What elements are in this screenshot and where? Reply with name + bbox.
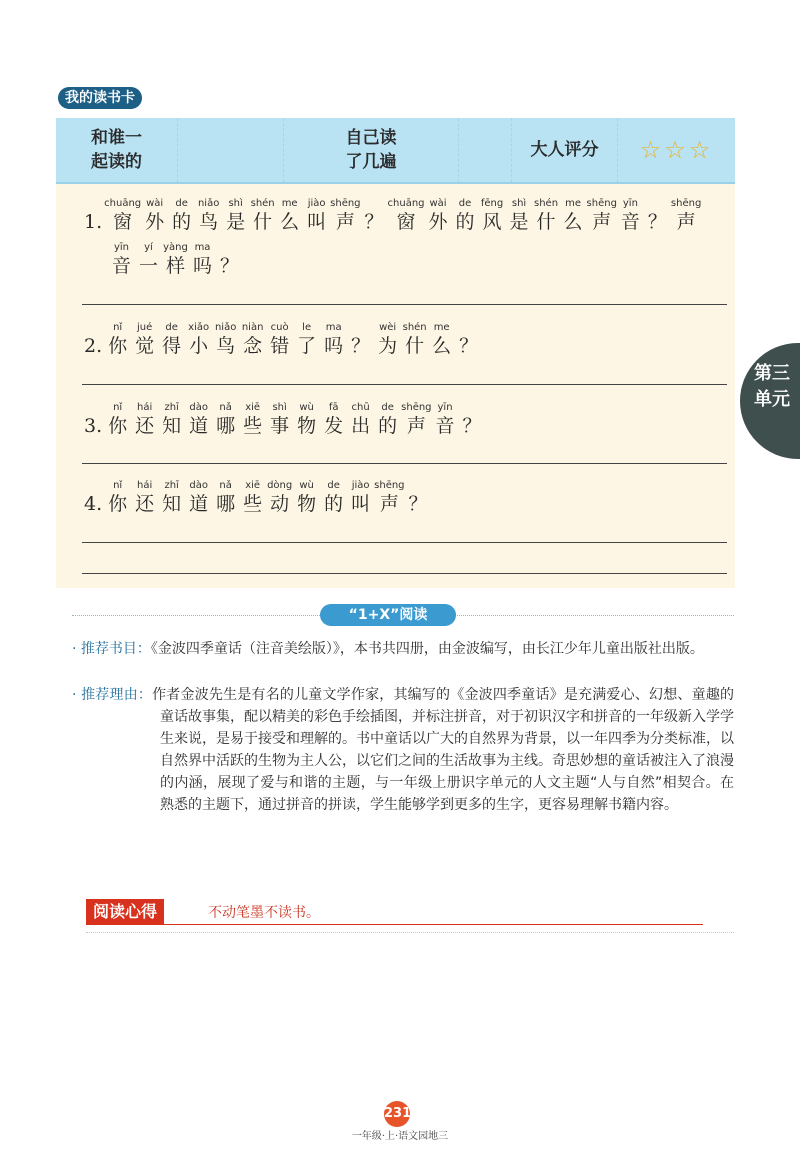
- glyph: [320, 480, 347, 516]
- hanzi: 的: [455, 211, 475, 233]
- hanzi: 什: [405, 335, 425, 357]
- glyph: [374, 322, 401, 358]
- question-number: 3.: [84, 415, 103, 437]
- glyph: [189, 242, 216, 278]
- glyph: [239, 402, 266, 438]
- answer-line-1[interactable]: [82, 304, 727, 305]
- glyph: [401, 402, 431, 438]
- pinyin: de: [165, 322, 178, 333]
- pinyin: yàng: [163, 242, 188, 253]
- star-icon[interactable]: ☆☆☆: [639, 136, 714, 164]
- pinyin: dào: [189, 402, 208, 413]
- hanzi: 吗: [192, 255, 212, 277]
- hanzi: 鸟: [216, 335, 236, 357]
- glyph: [405, 480, 432, 516]
- glyph: [293, 322, 320, 358]
- question-2: [84, 322, 482, 358]
- pinyin: nǐ: [113, 480, 123, 491]
- header-adult-rating-label: 大人评分: [530, 140, 599, 160]
- hanzi: 的: [378, 415, 398, 437]
- glyph: [617, 198, 644, 234]
- header-adult-rating: [512, 118, 618, 182]
- glyph: [347, 322, 374, 358]
- glyph: [347, 402, 374, 438]
- hanzi: 么: [563, 211, 583, 233]
- hanzi: 了: [297, 335, 317, 357]
- glyph: [425, 198, 452, 234]
- hanzi: 样: [165, 255, 185, 277]
- pinyin: [656, 198, 659, 210]
- glyph: [506, 198, 533, 234]
- pinyin: yīn: [622, 198, 638, 209]
- glyph: [104, 198, 141, 234]
- hanzi: 道: [189, 493, 209, 515]
- recommendation-reason-label: 推荐理由：: [81, 687, 153, 703]
- question-number: 1.: [84, 211, 103, 233]
- glyph: [320, 322, 347, 358]
- hanzi: 外: [145, 211, 165, 233]
- unit-tab[interactable]: 第三 单元: [740, 343, 800, 459]
- hanzi: 出: [351, 415, 371, 437]
- glyph: [212, 480, 239, 516]
- recommended-book-body: [72, 638, 734, 660]
- hanzi: 声: [676, 211, 696, 233]
- hanzi: 物: [297, 493, 317, 515]
- hanzi: 为: [378, 335, 398, 357]
- pinyin: shēng: [670, 198, 702, 209]
- pinyin: hái: [137, 480, 153, 491]
- recommendation-reason-body: [72, 684, 734, 816]
- hanzi: ？: [408, 493, 428, 515]
- hanzi: 什: [536, 211, 556, 233]
- pinyin: shēng: [586, 198, 617, 209]
- answer-line-3[interactable]: [82, 463, 727, 464]
- glyph: [158, 402, 185, 438]
- pinyin: nǐ: [113, 402, 123, 413]
- hanzi: 声: [379, 493, 399, 515]
- glyph: [104, 322, 131, 358]
- section-title: 我的读书卡: [58, 87, 142, 109]
- question-2-line-1: [84, 322, 482, 358]
- answer-line-4a[interactable]: [82, 542, 727, 543]
- pinyin: jiào: [307, 198, 326, 209]
- pinyin: fēng: [480, 198, 504, 209]
- pinyin: yīn: [437, 402, 453, 413]
- pinyin: shén: [250, 198, 275, 209]
- pinyin: [372, 198, 375, 210]
- pinyin: shì: [511, 198, 527, 209]
- question-1-text-cont: [108, 242, 243, 278]
- hanzi: 还: [135, 415, 155, 437]
- pinyin: wài: [146, 198, 164, 209]
- pinyin: fā: [328, 402, 339, 413]
- pinyin: chū: [351, 402, 370, 413]
- answer-line-2[interactable]: [82, 384, 727, 385]
- glyph: [266, 322, 293, 358]
- question-1-line-1: [84, 198, 701, 234]
- recommended-book-label: 推荐书目：: [80, 641, 151, 657]
- glyph: [249, 198, 276, 234]
- glyph: [671, 198, 701, 234]
- bullet-icon: ·: [72, 641, 81, 657]
- pinyin: niǎo: [214, 322, 237, 333]
- hanzi: 哪: [216, 493, 236, 515]
- hanzi: 声: [406, 415, 426, 437]
- recommendation-reason-text: 作者金波先生是有名的儿童文学作家，其编写的《金波四季童话》是充满爱心、幻想、童趣的童话故事集，配以精美的彩色手绘插图，并标注拼音，对于初识汉字和拼音的一年级新入学学生来说，是易于接受和理解的。书中童话以广大的自然界为背景，以一年四季为分类标准，以自然界中活跃的生物为主人公，以它们之间的生活故事为主线。奇思妙想的童话被注入了浪漫的内涵，展现了爱与和谐的主题，与一年级上册识字单元的人文主题“人与自然”相契合。在熟悉的主题下，通过拼音的拼读，学生能够学到更多的生字，更容易理解书籍内容。: [152, 687, 735, 813]
- rating-stars[interactable]: [618, 118, 735, 182]
- pinyin: shì: [272, 402, 287, 413]
- glyph: [459, 402, 486, 438]
- glyph: [276, 198, 303, 234]
- pinyin: shēng: [374, 480, 405, 491]
- glyph: [185, 402, 212, 438]
- hanzi: 声: [335, 211, 355, 233]
- hanzi: 么: [432, 335, 452, 357]
- glyph: [158, 480, 185, 516]
- hanzi: 音: [435, 415, 455, 437]
- hanzi: 些: [243, 415, 263, 437]
- notes-dotted-line[interactable]: [86, 932, 734, 933]
- question-1-text: [104, 198, 701, 234]
- pinyin: ma: [194, 242, 211, 253]
- pinyin: [470, 402, 473, 414]
- glyph: [131, 480, 158, 516]
- question-2-text: [104, 322, 482, 358]
- reading-section-title: “1+X”阅读: [320, 604, 456, 626]
- pinyin: me: [281, 198, 298, 209]
- glyph: [168, 198, 195, 234]
- header-times-read-label: 自己读 了几遍: [345, 128, 397, 172]
- hanzi: 风: [482, 211, 502, 233]
- glyph: [320, 402, 347, 438]
- glyph: [158, 322, 185, 358]
- pinyin: [416, 480, 419, 492]
- hanzi: 你: [108, 493, 128, 515]
- hanzi: 些: [243, 493, 263, 515]
- glyph: [239, 480, 266, 516]
- pinyin: de: [458, 198, 472, 209]
- pinyin: wù: [299, 402, 314, 413]
- glyph: [388, 198, 425, 234]
- header-with-whom-blank[interactable]: [178, 118, 284, 182]
- hanzi: 是: [509, 211, 529, 233]
- question-4-text: [104, 480, 431, 516]
- hanzi: 音: [111, 255, 131, 277]
- hanzi: 窗: [396, 211, 416, 233]
- hanzi: ？: [364, 211, 384, 233]
- pinyin: niǎo: [197, 198, 220, 209]
- glyph: [303, 198, 330, 234]
- pinyin: nǐ: [113, 322, 123, 333]
- pinyin: dòng: [267, 480, 293, 491]
- hanzi: 音: [620, 211, 640, 233]
- glyph: [131, 402, 158, 438]
- question-number: 4.: [84, 493, 103, 515]
- pinyin: yīn: [113, 242, 130, 253]
- pinyin: hái: [137, 402, 153, 413]
- notes-divider: [86, 924, 703, 925]
- hanzi: 得: [162, 335, 182, 357]
- glyph: [644, 198, 671, 234]
- hanzi: 的: [324, 493, 344, 515]
- reading-notes-motto: 不动笔墨不读书。: [208, 905, 320, 921]
- reading-card: [56, 118, 735, 588]
- pinyin: xiǎo: [188, 322, 210, 333]
- glyph: [185, 322, 212, 358]
- hanzi: 么: [280, 211, 300, 233]
- pinyin: wài: [429, 198, 447, 209]
- page-footer: 一年级·上·语文园地三: [351, 1131, 449, 1142]
- pinyin: shén: [402, 322, 427, 333]
- glyph: [330, 198, 360, 234]
- question-4: [84, 480, 432, 516]
- pinyin: cuò: [270, 322, 289, 333]
- hanzi: 叫: [307, 211, 327, 233]
- glyph: [587, 198, 617, 234]
- pinyin: me: [433, 322, 450, 333]
- question-1: [84, 198, 701, 278]
- glyph: [212, 402, 239, 438]
- glyph: [347, 480, 374, 516]
- question-3-text: [104, 402, 485, 438]
- hanzi: 小: [189, 335, 209, 357]
- pinyin: [228, 242, 231, 254]
- pinyin: ma: [325, 322, 342, 333]
- question-4-line-1: [84, 480, 432, 516]
- hanzi: 外: [428, 211, 448, 233]
- question-number: 2.: [84, 335, 103, 357]
- hanzi: 念: [243, 335, 263, 357]
- pinyin: le: [302, 322, 312, 333]
- recommendation-reason: [72, 684, 734, 816]
- glyph: [195, 198, 222, 234]
- pinyin: [467, 322, 470, 334]
- glyph: [293, 480, 320, 516]
- hanzi: 窗: [113, 211, 133, 233]
- glyph: [162, 242, 189, 278]
- hanzi: 错: [270, 335, 290, 357]
- glyph: [104, 480, 131, 516]
- glyph: [104, 402, 131, 438]
- hanzi: 动: [270, 493, 290, 515]
- pinyin: jiào: [351, 480, 370, 491]
- hanzi: 哪: [216, 415, 236, 437]
- hanzi: ？: [219, 255, 239, 277]
- pinyin: [359, 322, 362, 334]
- glyph: [266, 480, 293, 516]
- page-number: 231: [384, 1101, 410, 1127]
- hanzi: 的: [172, 211, 192, 233]
- hanzi: 叫: [351, 493, 371, 515]
- hanzi: 鸟: [199, 211, 219, 233]
- hanzi: 你: [108, 335, 128, 357]
- pinyin: nǎ: [219, 480, 232, 491]
- pinyin: de: [381, 402, 394, 413]
- glyph: [374, 480, 404, 516]
- glyph: [131, 322, 158, 358]
- hanzi: 还: [135, 493, 155, 515]
- hanzi: 物: [297, 415, 317, 437]
- pinyin: niàn: [241, 322, 264, 333]
- glyph: [455, 322, 482, 358]
- answer-line-4b[interactable]: [82, 573, 727, 574]
- hanzi: 是: [226, 211, 246, 233]
- question-3-line-1: [84, 402, 486, 438]
- glyph: [108, 242, 135, 278]
- glyph: [222, 198, 249, 234]
- reading-notes-title: 阅读心得: [86, 899, 164, 925]
- pinyin: wèi: [379, 322, 397, 333]
- pinyin: shēng: [330, 198, 361, 209]
- hanzi: 吗: [324, 335, 344, 357]
- bullet-icon: ·: [72, 687, 82, 703]
- pinyin: zhī: [164, 480, 179, 491]
- header-with-whom-label: 和谁一 起读的: [91, 128, 142, 172]
- pinyin: shēng: [401, 402, 432, 413]
- hanzi: 知: [162, 415, 182, 437]
- glyph: [560, 198, 587, 234]
- hanzi: 一: [138, 255, 158, 277]
- recommended-book-text: 《金波四季童话（注音美绘版）》，本书共四册，由金波编写，由长江少年儿童出版社出版。: [150, 641, 704, 657]
- hanzi: 知: [162, 493, 182, 515]
- pinyin: de: [327, 480, 340, 491]
- glyph: [141, 198, 168, 234]
- glyph: [239, 322, 266, 358]
- header-times-read-blank[interactable]: [459, 118, 512, 182]
- question-3: [84, 402, 486, 438]
- hanzi: 道: [189, 415, 209, 437]
- glyph: [212, 322, 239, 358]
- pinyin: xiē: [245, 480, 261, 491]
- hanzi: 事: [270, 415, 290, 437]
- glyph: [135, 242, 162, 278]
- glyph: [293, 402, 320, 438]
- glyph: [533, 198, 560, 234]
- pinyin: me: [565, 198, 581, 209]
- glyph: [428, 322, 455, 358]
- glyph: [374, 402, 401, 438]
- pinyin: nǎ: [219, 402, 232, 413]
- glyph: [361, 198, 388, 234]
- pinyin: shì: [228, 198, 243, 209]
- glyph: [452, 198, 479, 234]
- glyph: [266, 402, 293, 438]
- pinyin: wù: [299, 480, 314, 491]
- pinyin: de: [175, 198, 188, 209]
- question-1-line-2: [84, 242, 701, 278]
- hanzi: 发: [324, 415, 344, 437]
- header-with-whom: [56, 118, 178, 182]
- pinyin: chuāng: [387, 198, 425, 209]
- pinyin: xiē: [245, 402, 261, 413]
- pinyin: dào: [189, 480, 208, 491]
- glyph: [216, 242, 243, 278]
- header-times-read: [284, 118, 459, 182]
- hanzi: ？: [351, 335, 371, 357]
- hanzi: 什: [253, 211, 273, 233]
- pinyin: yí: [144, 242, 153, 253]
- hanzi: ？: [647, 211, 667, 233]
- hanzi: 你: [108, 415, 128, 437]
- pinyin: shén: [534, 198, 559, 209]
- glyph: [432, 402, 459, 438]
- hanzi: ？: [459, 335, 479, 357]
- pinyin: chuāng: [104, 198, 142, 209]
- glyph: [185, 480, 212, 516]
- hanzi: ？: [462, 415, 482, 437]
- pinyin: jué: [137, 322, 153, 333]
- glyph: [401, 322, 428, 358]
- card-header: [56, 118, 735, 184]
- glyph: [479, 198, 506, 234]
- recommended-book: [72, 638, 734, 660]
- pinyin: zhī: [164, 402, 179, 413]
- hanzi: 声: [592, 211, 612, 233]
- hanzi: 觉: [135, 335, 155, 357]
